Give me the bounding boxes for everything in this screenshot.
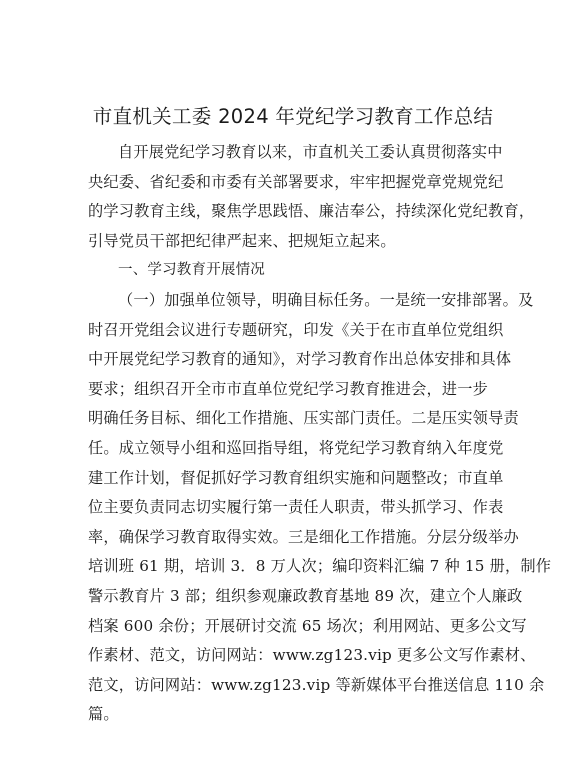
section-line: 率，确保学习教育取得实效。三是细化工作措施。分层分级举办 bbox=[88, 527, 519, 546]
section-line: （一）加强单位领导，明确目标任务。一是统一安排部署。及 bbox=[118, 290, 534, 309]
intro-line: 央纪委、省纪委和市委有关部署要求，牢牢把握党章党规党纪 bbox=[88, 172, 504, 191]
section-heading: 一、学习教育开展情况 bbox=[118, 262, 265, 279]
section-line: 培训班 61 期，培训 3．8 万人次；编印资料汇编 7 种 15 册，制作 bbox=[88, 557, 552, 576]
section-line: 作素材、范文，访问网站：www.zg123.vip 更多公文写作素材、 bbox=[88, 646, 536, 665]
intro-line: 自开展党纪学习教育以来，市直机关工委认真贯彻落实中 bbox=[118, 143, 503, 161]
intro-line: 的学习教育主线，聚焦学思践悟、廉洁奉公，持续深化党纪教育， bbox=[88, 202, 535, 221]
section-line: 任。成立领导小组和巡回指导组，将党纪学习教育纳入年度党 bbox=[88, 438, 504, 457]
section-line: 明确任务目标、细化工作措施、压实部门责任。二是压实领导责 bbox=[88, 409, 519, 428]
section-line: 要求；组织召开全市市直单位党纪学习教育推进会，进一步 bbox=[88, 379, 489, 398]
section-line: 档案 600 余份；开展研讨交流 65 场次；利用网站、更多公文写 bbox=[88, 616, 527, 635]
section-line: 警示教育片 3 部；组织参观廉政教育基地 89 次，建立个人廉政 bbox=[88, 586, 523, 605]
document-body bbox=[88, 138, 552, 730]
section-line: 篇。 bbox=[88, 705, 119, 724]
document-title: 市直机关工委 2024 年党纪学习教育工作总结 bbox=[92, 105, 494, 128]
section-line: 位主要负责同志切实履行第一责任人职责，带头抓学习、作表 bbox=[88, 498, 504, 517]
section-line: 中开展党纪学习教育的通知》，对学习教育作出总体安排和具体 bbox=[88, 350, 512, 369]
section-line: 范文，访问网站：www.zg123.vip 等新媒体平台推送信息 110 余 bbox=[88, 675, 545, 694]
section-line: 建工作计划，督促抓好学习教育组织实施和问题整改；市直单 bbox=[88, 468, 504, 487]
intro-line: 引导党员干部把纪律严起来、把规矩立起来。 bbox=[88, 231, 396, 250]
section-line: 时召开党组会议进行专题研究，印发《关于在市直单位党组织 bbox=[88, 320, 504, 339]
